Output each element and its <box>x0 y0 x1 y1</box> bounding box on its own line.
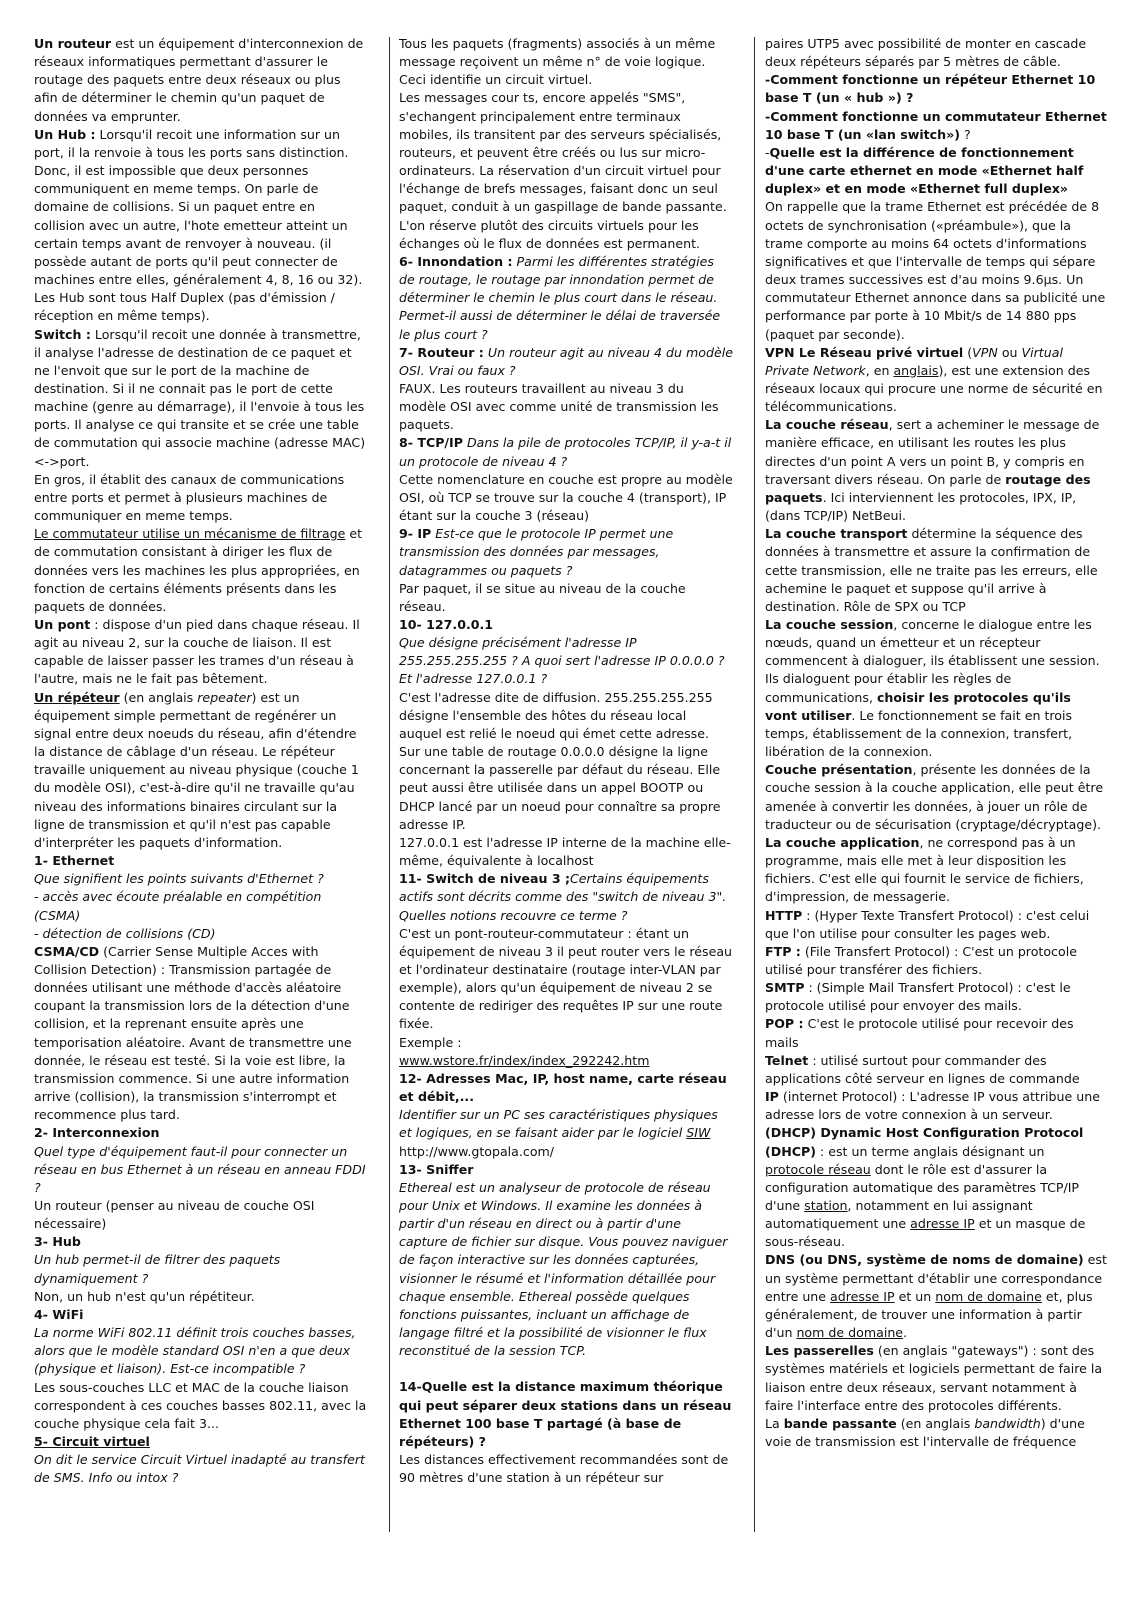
heading-q6: 6- Innondation : <box>399 253 513 269</box>
question-q3: Un hub permet-il de filtrer des paquets dynamiquement ? <box>34 1252 281 1286</box>
paragraph-smtp <box>765 979 1107 1015</box>
text-pop: C'est le protocole utilisé pour recevoir des mails <box>765 1016 1074 1050</box>
term-telnet: Telnet <box>765 1052 809 1068</box>
paragraph-pop <box>765 1015 1107 1051</box>
term-session: La couche session <box>765 617 894 632</box>
term-transport: La couche transport <box>765 526 908 542</box>
term-repeteur: Un répéteur <box>34 689 120 705</box>
text-routeur: est un équipement d'interconnexion de réseaux informatiques permettant d'assurer le routage des paquets entre deux réseaux ou plus afin de déterminer le chemin qu'un paquet de données va emprunter. <box>34 36 364 124</box>
paragraph-transport <box>765 525 1107 616</box>
paragraph-repeteur <box>34 689 368 852</box>
text-reseau: , sert a acheminer le message de manière efficace, en utilisant les routes les plus directes d'un point A vers un point B, y compris en traversant divers réseau. On parle de <box>765 417 1100 487</box>
answer-q10-2: 127.0.0.1 est l'adresse IP interne de la machine elle-même, équivalente à localhost <box>399 834 731 869</box>
paragraph-vpn <box>765 344 1107 417</box>
text-vpn-en2: Virtual Private Network <box>765 344 1063 378</box>
question-q16: -Comment fonctionne un commutateur Ethernet 10 base T (un «lan switch») <box>765 108 1107 142</box>
term-reseau: La couche réseau <box>765 417 889 433</box>
term-presentation: Couche présentation <box>765 762 913 778</box>
heading-q13: 13- Sniffer <box>399 1161 474 1177</box>
paragraph-presentation <box>765 761 1107 834</box>
text-bp-b: (en anglais <box>896 1415 975 1431</box>
text-ip: (internet Protocol) : L'adresse IP vous attribue une adresse lors de votre connexion à un serveur. <box>765 1089 1100 1123</box>
term-bande-passante: bande passante <box>783 1415 897 1431</box>
text-repeteur-a: (en anglais <box>119 689 198 705</box>
text-repeteur-en: repeater <box>197 689 252 705</box>
text-q13: Ethereal est un analyseur de protocole de réseau pour Unix et Windows. Il examine les données à partir d'un réseau en direct ou à partir d'une capture de fichier sur disque. Vous pouvez naviguer de façon interactive sur les données capturées, visionner le résumé et l'information détaillée pour chaque ensemble. Ethereal possède quelques fonctions puissantes, incluant un affichage de langage filtré et la possibilité de visionner le flux reconstitué de la session TCP. <box>399 1179 728 1359</box>
text-vpn-a: ( <box>963 344 973 360</box>
text-dhcp-d: et un masque de sous-réseau. <box>765 1216 1086 1250</box>
paragraph-routeur <box>34 35 368 126</box>
column-divider-right <box>754 37 755 1532</box>
adresse-ip-link[interactable]: adresse IP <box>910 1216 975 1232</box>
text-vpn-ou: ou <box>997 344 1022 360</box>
text-reseau-bold: routage des paquets <box>765 471 1091 505</box>
term-switch: Switch : <box>34 326 91 342</box>
text-smtp: : (Simple Mail Transfert Protocol) : c'est le protocole utilisé pour envoyer des mails. <box>765 980 1071 1014</box>
text-telnet: : utilisé surtout pour commander des applications côté serveur en lignes de commande <box>765 1052 1080 1086</box>
term-application: La couche application <box>765 834 920 850</box>
answer-q5-2: Les messages cour ts, encore appelés "SMS", s'echangent principalement entre terminaux mobiles, ils transitent par des serveurs spécialisés, routeurs, et peuvent être créés ou lus sur micro-ordinateurs. La réservation d'un circuit virtuel pour l'échange de brefs messages, faisant donc un seul paquet, conduit à un gaspillage de bande passante. L'on réserve plutôt des circuits virtuels pour les échanges où le flux de données est permanent. <box>399 90 727 251</box>
text-bp-a: La <box>765 1415 784 1431</box>
term-csma: CSMA/CD <box>34 943 100 959</box>
term-pont: Un pont <box>34 617 91 632</box>
paragraph-ftp <box>765 943 1107 979</box>
text-ftp: (File Transfert Protocol) : C'est un protocole utilisé pour transférer des fichiers. <box>765 943 1077 977</box>
heading-q2: 2- Interconnexion <box>34 1125 160 1141</box>
nom-de-domaine-link-2[interactable]: nom de domaine <box>796 1325 904 1341</box>
heading-q8: 8- TCP/IP <box>399 435 463 451</box>
paragraph-http <box>765 907 1107 943</box>
paragraph-bande-passante <box>765 1415 1107 1451</box>
term-ftp: FTP : <box>765 943 801 959</box>
paragraph-telnet <box>765 1052 1107 1088</box>
text-hub: Lorsqu'il recoit une information sur un port, il la renvoie à tous les ports sans distinction. Donc, il est impossible que deux personnes communiquent en meme temps. On parle de domaine de collisions. Si un paquet entre en collision avec un autre, l'hote emetteur atteint un certain temps avant de renvoyer à nouveau. (il possède autant de ports qu'il peut connecter de machines entre elles, généralement 4, 8, 16 ou 32). Les Hub sont tous Half Duplex (pas d'émission / réception en même temps). <box>34 126 363 324</box>
text-dhcp-a: : est un terme anglais désignant un <box>815 1143 1045 1159</box>
question-q17: Quelle est la différence de fonctionnement d'une carte ethernet en mode «Ethernet half duplex» et en mode «Ethernet full duplex» <box>765 144 1084 197</box>
text-vpn-b: , en <box>865 362 894 378</box>
text-q17-dash: - <box>765 144 770 160</box>
question-q6: Parmi les différentes stratégies de routage, le routage par innondation permet de déterminer le chemin le plus court dans le réseau. Permet-il aussi de déterminer le délai de traversée le plus court ? <box>399 253 721 342</box>
gtopala-url: http://www.gtopala.com/ <box>399 1143 555 1159</box>
column-3 <box>765 35 1107 1451</box>
text-presentation: , présente les données de la couche session à la couche application, elle peut être amenée à convertir les données, à jouer un rôle de traducteur ou de sécurisation (cryptage/décryptage). <box>765 762 1104 832</box>
station-link[interactable]: station <box>804 1198 848 1213</box>
paragraph-ip <box>765 1088 1107 1124</box>
answer-q2: Un routeur (penser au niveau de couche OSI nécessaire) <box>34 1198 315 1232</box>
question-q2: Quel type d'équipement faut-il pour connecter un réseau en bus Ethernet à un réseau en anneau FDDI ? <box>34 1143 366 1195</box>
paragraph-q11 <box>399 870 733 924</box>
answer-q11: C'est un pont-routeur-commutateur : étant un équipement de niveau 3 il peut router vers le réseau et l'ordinateur destinataire (routage inter-VLAN par exemple), alors qu'un équipement de niveau 2 se contente de rediriger des requêtes IP sur une route fixée. <box>399 925 733 1032</box>
heading-q11: 11- Switch de niveau 3 ; <box>399 871 570 887</box>
text-vpn-en: VPN <box>972 344 998 360</box>
question-q8: Dans la pile de protocoles TCP/IP, il y-a-t il un protocole de niveau 4 ? <box>399 435 732 469</box>
heading-q9: 9- IP <box>399 526 432 542</box>
text-pont: : dispose d'un pied dans chaque réseau. Il agit au niveau 2, sur la couche de liaison. Il est capable de laisser passer les trames d'un réseau à l'autre, mais ne le fait pas bêtement. <box>34 617 360 687</box>
spacer <box>399 1360 733 1378</box>
answer-q10-1: C'est l'adresse dite de diffusion. 255.255.255.255 désigne l'ensemble des hôtes du réseau local auquel est relié le noeud qui émet cette adresse. Sur une table de routage 0.0.0.0 désigne la ligne concernant la passerelle par défaut du réseau. Elle peut aussi être utilisée dans un appel BOOTP ou DHCP lancé par un noeud pour connaître sa propre adresse IP. <box>399 689 721 832</box>
term-vpn: VPN Le Réseau privé virtuel <box>765 344 964 360</box>
question-q4: La norme WiFi 802.11 définit trois couches basses, alors que le modèle standard OSI n'en a que deux (physique et liaison). Est-ce incompatible ? <box>34 1325 356 1377</box>
text-switch: Lorsqu'il recoit une donnée à transmettre, il analyse l'adresse de destination de ce paquet et ne l'envoit que sur le port de la machine de destination. Si il ne connait pas le port de cette machine (genre au démarrage), il l'envoie à tous les ports. Il analyse ce qui transite et se crée une table de commutation qui associe machine (adresse MAC)<->port. <box>34 326 366 469</box>
example-label: Exemple : <box>399 1034 462 1050</box>
answer-q1-1: - accès avec écoute préalable en compétition (CSMA) <box>34 889 322 923</box>
text-session: , concerne le dialogue entre les nœuds, quand un émetteur et un récepteur commencent à dialoguer, ils établissent une session. Ils dialoguent pour établir les règles de communications, <box>765 617 1100 705</box>
text-bp-c: ) d'une voie de transmission est l'intervalle de fréquence <box>765 1415 1085 1450</box>
answer-q1-2: - détection de collisions (CD) <box>34 925 216 941</box>
answer-q14: Les distances effectivement recommandées sont de 90 mètres d'une station à un répéteur sur <box>399 1452 729 1486</box>
text-transport: détermine la séquence des données à transmettre et assure la confirmation de cette transmission, elle ne traite pas les erreurs, elle achemine le paquet et suppose qu'il arrive à destination. Rôle de SPX ou TCP <box>765 526 1098 614</box>
siw-link[interactable]: SIW <box>686 1125 711 1141</box>
heading-q4: 4- WiFi <box>34 1306 84 1322</box>
paragraph-hub <box>34 126 368 326</box>
answer-q4: Les sous-couches LLC et MAC de la couche liaison correspondent à ces couches basses 802.11, avec la couche physique cela fait 3... <box>34 1379 367 1431</box>
paragraph-switch-2: En gros, il établit des canaux de communications entre ports et permet à plusieurs machines de communiquer en meme temps. <box>34 471 345 524</box>
nom-de-domaine-link[interactable]: nom de domaine <box>935 1288 1042 1304</box>
paragraph-q16 <box>765 108 1107 144</box>
column-divider-left <box>389 37 390 1532</box>
paragraph-switch <box>34 326 368 471</box>
example-link[interactable]: www.wstore.fr/index/index_292242.htm <box>399 1052 650 1068</box>
question-q7: Un routeur agit au niveau 4 du modèle OSI. Vrai ou faux ? <box>399 344 733 378</box>
term-http: HTTP <box>765 907 803 923</box>
paragraph-q7 <box>399 344 733 380</box>
term-dhcp: (DHCP) Dynamic Host Configuration Protocol (DHCP) <box>765 1125 1084 1159</box>
text-dhcp-b: dont le rôle est d'assurer la configuration automatique des paramètres TCP/IP d'une <box>765 1161 1080 1213</box>
text-http: : (Hyper Texte Transfert Protocol) : c'est celui que l'on utilise pour consulter les pages web. <box>765 907 1090 941</box>
heading-q3: 3- Hub <box>34 1234 81 1250</box>
paragraph-commutateur <box>34 525 368 616</box>
heading-q10: 10- 127.0.0.1 <box>399 617 494 632</box>
text-commutateur: et de commutation consistant à diriger les flux de données vers les machines les plus appropriées, en fonction de certains éléments présents dans les paquets de données. <box>34 526 363 614</box>
text-reseau-2: . Ici interviennent les protocoles, IPX, IP,(dans TCP/IP) NetBeui. <box>765 489 1077 524</box>
term-routeur: Un routeur <box>34 36 112 51</box>
text-session-2: . Le fonctionnement se fait en trois temps, établissement de la connexion, transfert, libération de la connexion. <box>765 707 1073 760</box>
heading-q1: 1- Ethernet <box>34 853 115 869</box>
column-1 <box>34 35 368 1488</box>
question-q9: Est-ce que le protocole IP permet une transmission des données par messages, datagrammes ou paquets ? <box>399 526 674 578</box>
paragraph-q9 <box>399 525 733 579</box>
anglais-link[interactable]: anglais <box>893 362 939 378</box>
text-dns-b: et un <box>894 1288 936 1304</box>
question-q12 <box>399 1106 733 1142</box>
protocole-reseau-link[interactable]: protocole réseau <box>765 1161 871 1177</box>
text-commutateur-underlined: Le commutateur utilise un mécanisme de filtrage <box>34 526 346 542</box>
answer-q8: Cette nomenclature en couche est propre au modèle OSI, où TCP se trouve sur la couche 4 (transport), IP étant sur la couche 3 (réseau) <box>399 471 733 524</box>
text-dns-d: . <box>903 1325 908 1341</box>
paragraph-reseau <box>765 416 1107 525</box>
dns-adresse-ip-link[interactable]: adresse IP <box>830 1288 895 1304</box>
text-dns-c: et, plus généralement, de trouver une information à partir d'un <box>765 1288 1093 1341</box>
paragraph-csma <box>34 943 368 1125</box>
term-hub: Un Hub : <box>34 126 96 142</box>
paragraph-q6 <box>399 253 733 344</box>
heading-q7: 7- Routeur : <box>399 344 484 360</box>
answer-q17: On rappelle que la trame Ethernet est précédée de 8 octets de synchronisation («préambule»), que la trame comporte au moins 64 octets d'informations significatives et que l'intervalle de temps qui sépare deux trames successives est d'au moins 9.6µs. Un commutateur Ethernet annonce dans sa publicité une performance par porte à 10 Mbit/s de 14 880 pps (paquet par seconde). <box>765 199 1106 342</box>
answer-q9: Par paquet, il se situe au niveau de la couche réseau. <box>399 580 686 614</box>
question-q10: Que désigne précisément l'adresse IP 255.255.255.255 ? A quoi sert l'adresse IP 0.0.0.0 ? Et l'adresse 127.0.0.1 ? <box>399 635 725 687</box>
text-vpn-c: ), est une extension des réseaux locaux qui procure une norme de sécurité en télécommunications. <box>765 362 1103 415</box>
heading-q12: 12- Adresses Mac, IP, host name, carte réseau et débit,... <box>399 1070 727 1105</box>
paragraph-session <box>765 616 1107 761</box>
text-q12: Identifier sur un PC ses caractéristiques physiques et logiques, en se faisant aider par le logiciel <box>399 1107 718 1141</box>
paragraph-pont <box>34 616 368 689</box>
text-dns-a: est un système permettant d'établir une correspondance entre une <box>765 1252 1107 1304</box>
heading-q5: 5- Circuit virtuel <box>34 1434 150 1450</box>
heading-q14: 14-Quelle est la distance maximum théorique qui peut séparer deux stations dans un réseau Ethernet 100 base T partagé (à base de répéteurs) ? <box>399 1379 732 1449</box>
text-session-bold: choisir les protocoles qu'ils vont utiliser <box>765 689 1071 723</box>
term-pop: POP : <box>765 1016 804 1032</box>
column-2 <box>399 35 733 1487</box>
question-q5: On dit le service Circuit Virtuel inadapté au transfert de SMS. Info ou intox ? <box>34 1452 365 1486</box>
text-passerelles: (en anglais "gateways") : sont des systèmes matériels et logiciels permettant de faire la liaison entre deux réseaux, servant notamment à faire l'interface entre des protocoles différents. <box>765 1343 1103 1413</box>
paragraph-dhcp <box>765 1124 1107 1251</box>
term-ip: IP <box>765 1089 779 1105</box>
paragraph-example-link <box>399 1052 733 1070</box>
question-q1: Que signifient les points suivants d'Ethernet ? <box>34 871 324 887</box>
text-bp-en: bandwidth <box>974 1415 1041 1431</box>
answer-q3: Non, un hub n'est qu'un répétiteur. <box>34 1288 255 1304</box>
paragraph-q17 <box>765 144 1107 198</box>
term-smtp: SMTP <box>765 980 805 996</box>
paragraph-application <box>765 834 1107 907</box>
question-q15: -Comment fonctionne un répéteur Ethernet 10 base T (un « hub ») ? <box>765 72 1096 106</box>
paragraph-passerelles <box>765 1342 1107 1415</box>
text-q16-tail: ? <box>959 126 971 142</box>
paragraph-dns <box>765 1251 1107 1342</box>
text-dhcp-c: , notamment en lui assignant automatiquement une <box>765 1198 1033 1232</box>
text-application: , ne correspond pas à un programme, mais elle met à leur disposition les fichiers. C'est elle qui fournit le service de fichiers, d'impression, de messagerie. <box>765 834 1084 905</box>
term-dns: DNS (ou DNS, système de noms de domaine) <box>765 1252 1084 1268</box>
answer-q7: FAUX. Les routeurs travaillent au niveau 3 du modèle OSI avec comme unité de transmission les paquets. <box>399 380 719 433</box>
answer-q5-1: Tous les paquets (fragments) associés à un même message reçoivent un même n° de voie logique. Ceci identifie un circuit virtuel. <box>399 36 716 88</box>
term-passerelles: Les passerelles <box>765 1343 874 1359</box>
text-csma: (Carrier Sense Multiple Acces with Collision Detection) : Transmission partagée de données utilisant une méthode d'accès aléatoire coupant la transmission lors de la détection d'une collision, et la reprenant ensuite après une temporisation aléatoire. Avant de transmettre une donnée, le réseau est testé. Si la voie est libre, la transmission commence. Si une autre information arrive (collision), la transmission s'interrompt et recommence plus tard. <box>34 943 352 1123</box>
text-repeteur-b: ) est un équipement simple permettant de regénérer un signal entre deux noeuds du réseau, afin d'étendre la distance de câblage d'un réseau. Le répéteur travaille uniquement au niveau physique (couche 1 du modèle OSI), c'est-à-dire qu'il ne travaille qu'au niveau des informations binaires circulant sur la ligne de transmission et qu'il n'est pas capable d'interpréter les paquets d'information. <box>34 689 359 850</box>
question-q11: Certains équipements actifs sont décrits comme des "switch de niveau 3". Quelles notions recouvre ce terme ? <box>399 871 727 923</box>
paragraph-q8 <box>399 434 733 470</box>
answer-q14-cont: paires UTP5 avec possibilité de monter en cascade deux répéteurs séparés par 5 mètres de câble. <box>765 36 1087 70</box>
